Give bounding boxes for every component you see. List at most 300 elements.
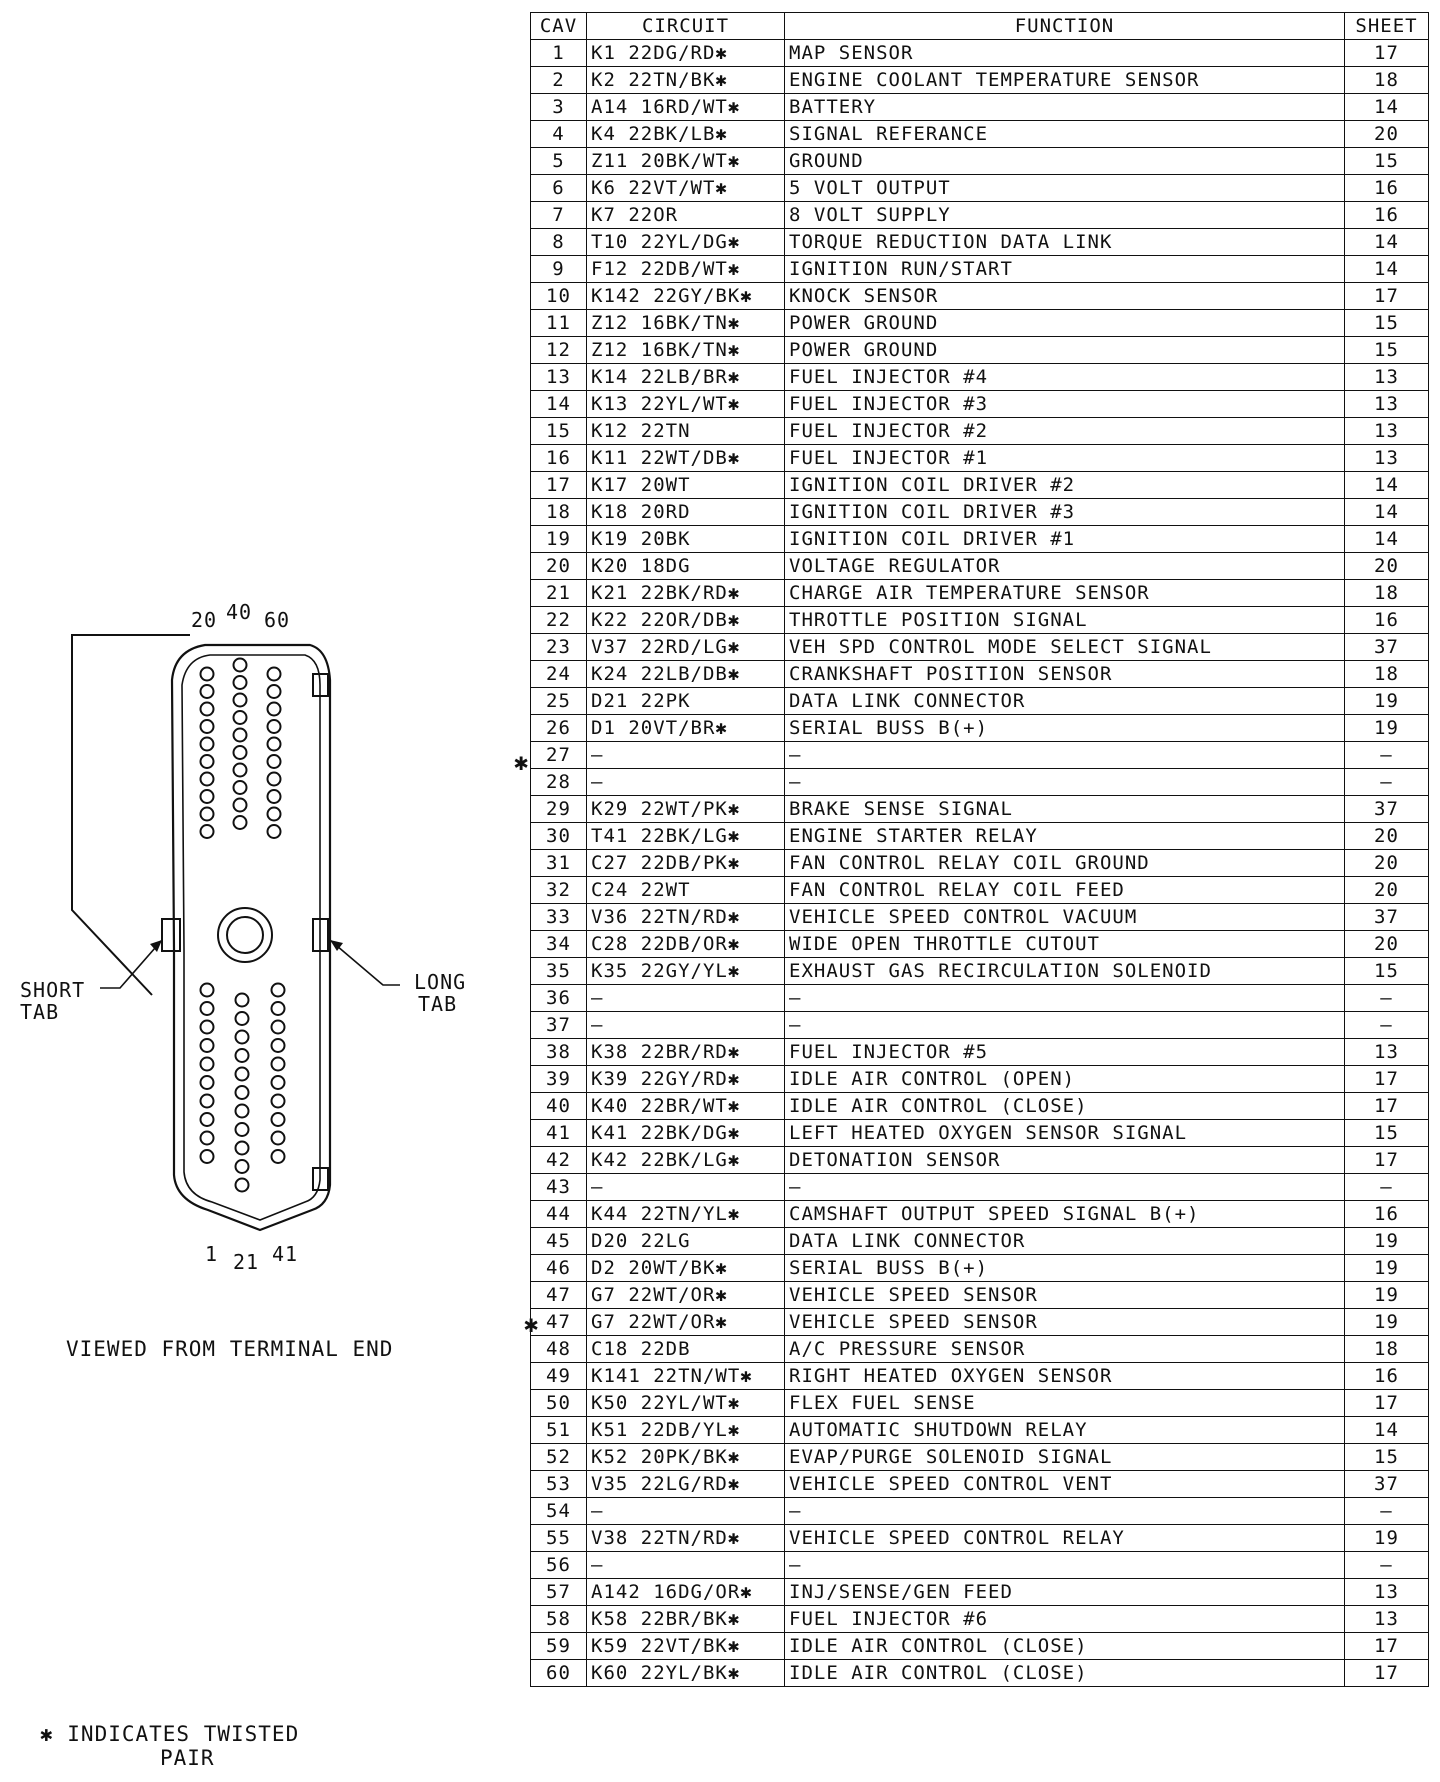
cell-cav: 58 — [531, 1606, 587, 1633]
cell-circuit: G7 22WT/OR✱ — [587, 1309, 785, 1336]
cell-function: IGNITION COIL DRIVER #3 — [785, 499, 1345, 526]
lower-right-pin — [272, 1021, 285, 1034]
cell-sheet: 17 — [1345, 1633, 1429, 1660]
cell-sheet: 14 — [1345, 526, 1429, 553]
cell-function: VEHICLE SPEED SENSOR — [785, 1282, 1345, 1309]
cell-sheet: 17 — [1345, 1093, 1429, 1120]
table-row — [531, 1309, 1429, 1336]
cell-sheet: 16 — [1345, 202, 1429, 229]
table-row — [531, 1471, 1429, 1498]
cell-function: FUEL INJECTOR #6 — [785, 1606, 1345, 1633]
table-row — [531, 1228, 1429, 1255]
cell-cav: 32 — [531, 877, 587, 904]
cell-circuit: G7 22WT/OR✱ — [587, 1282, 785, 1309]
cell-circuit: K41 22BK/DG✱ — [587, 1120, 785, 1147]
upper-left-pin — [201, 720, 214, 733]
cell-circuit: A14 16RD/WT✱ — [587, 94, 785, 121]
cell-cav: 35 — [531, 958, 587, 985]
cell-sheet: 17 — [1345, 1660, 1429, 1687]
cell-sheet: 16 — [1345, 175, 1429, 202]
lower-right-pin — [272, 1150, 285, 1163]
lower-right-pin — [272, 1132, 285, 1145]
table-row — [531, 121, 1429, 148]
cell-circuit: K44 22TN/YL✱ — [587, 1201, 785, 1228]
cell-cav: 13 — [531, 364, 587, 391]
cell-sheet: 15 — [1345, 1120, 1429, 1147]
cell-circuit: K51 22DB/YL✱ — [587, 1417, 785, 1444]
cell-circuit: K20 18DG — [587, 553, 785, 580]
table-row — [531, 1120, 1429, 1147]
cell-cav: 26 — [531, 715, 587, 742]
cell-cav: 19 — [531, 526, 587, 553]
cell-circuit: K14 22LB/BR✱ — [587, 364, 785, 391]
cell-circuit: K40 22BR/WT✱ — [587, 1093, 785, 1120]
table-row — [531, 877, 1429, 904]
cell-function: IGNITION COIL DRIVER #2 — [785, 472, 1345, 499]
cell-cav: 10 — [531, 283, 587, 310]
cell-sheet: 15 — [1345, 958, 1429, 985]
table-row — [531, 904, 1429, 931]
cell-cav: 47 — [531, 1309, 587, 1336]
upper-right-pin — [268, 720, 281, 733]
pin-label-40: 40 — [226, 600, 253, 624]
cell-function: THROTTLE POSITION SIGNAL — [785, 607, 1345, 634]
lower-right-pin — [272, 1039, 285, 1052]
cell-function: — — [785, 1012, 1345, 1039]
cell-circuit: C18 22DB — [587, 1336, 785, 1363]
lower-mid-pin — [236, 1179, 249, 1192]
table-row — [531, 742, 1429, 769]
table-row — [531, 94, 1429, 121]
cell-sheet: 19 — [1345, 688, 1429, 715]
upper-mid-pin — [234, 781, 247, 794]
cell-function: BATTERY — [785, 94, 1345, 121]
long-tab-label-line1: LONG — [414, 970, 467, 994]
cell-sheet: 20 — [1345, 553, 1429, 580]
table-row — [531, 985, 1429, 1012]
table-row — [531, 40, 1429, 67]
lower-mid-pin — [236, 1142, 249, 1155]
cell-sheet: 37 — [1345, 904, 1429, 931]
header-circuit: CIRCUIT — [587, 13, 785, 40]
cell-cav: 12 — [531, 337, 587, 364]
cell-circuit: — — [587, 1552, 785, 1579]
cell-sheet: 37 — [1345, 634, 1429, 661]
cell-function: DETONATION SENSOR — [785, 1147, 1345, 1174]
view-caption: VIEWED FROM TERMINAL END — [66, 1337, 394, 1361]
upper-left-pin — [201, 685, 214, 698]
cell-function: BRAKE SENSE SIGNAL — [785, 796, 1345, 823]
upper-mid-pin — [234, 764, 247, 777]
table-row — [531, 148, 1429, 175]
table-row — [531, 526, 1429, 553]
cell-sheet: 19 — [1345, 1282, 1429, 1309]
cell-cav: 47 — [531, 1282, 587, 1309]
cell-cav: 40 — [531, 1093, 587, 1120]
table-row — [531, 256, 1429, 283]
cell-circuit: K58 22BR/BK✱ — [587, 1606, 785, 1633]
cell-function: VEHICLE SPEED CONTROL VACUUM — [785, 904, 1345, 931]
cell-function: IDLE AIR CONTROL (CLOSE) — [785, 1093, 1345, 1120]
table-row — [531, 418, 1429, 445]
cell-sheet: 16 — [1345, 607, 1429, 634]
cell-circuit: K141 22TN/WT✱ — [587, 1363, 785, 1390]
cell-circuit: Z12 16BK/TN✱ — [587, 337, 785, 364]
cell-sheet: 13 — [1345, 364, 1429, 391]
table-row — [531, 553, 1429, 580]
cell-function: IGNITION COIL DRIVER #1 — [785, 526, 1345, 553]
cell-circuit: K17 20WT — [587, 472, 785, 499]
table-row — [531, 1066, 1429, 1093]
upper-left-pin — [201, 790, 214, 803]
cell-sheet: 13 — [1345, 418, 1429, 445]
cell-function: VOLTAGE REGULATOR — [785, 553, 1345, 580]
cell-sheet: 15 — [1345, 1444, 1429, 1471]
cell-circuit: Z12 16BK/TN✱ — [587, 310, 785, 337]
lower-right-pin — [272, 1002, 285, 1015]
table-row — [531, 715, 1429, 742]
cell-sheet: 14 — [1345, 229, 1429, 256]
table-row — [531, 1606, 1429, 1633]
table-row — [531, 823, 1429, 850]
pin-array — [201, 659, 285, 1192]
cell-function: FUEL INJECTOR #2 — [785, 418, 1345, 445]
table-row — [531, 1363, 1429, 1390]
table-row — [531, 580, 1429, 607]
cell-function: MAP SENSOR — [785, 40, 1345, 67]
cell-function: GROUND — [785, 148, 1345, 175]
cell-cav: 56 — [531, 1552, 587, 1579]
cell-cav: 27 — [531, 742, 587, 769]
cell-cav: 48 — [531, 1336, 587, 1363]
cell-circuit: K11 22WT/DB✱ — [587, 445, 785, 472]
cell-cav: 8 — [531, 229, 587, 256]
upper-mid-pin — [234, 816, 247, 829]
cell-sheet: 14 — [1345, 472, 1429, 499]
lower-mid-pin — [236, 994, 249, 1007]
cell-sheet: 14 — [1345, 94, 1429, 121]
cell-sheet: 16 — [1345, 1201, 1429, 1228]
cell-sheet: 17 — [1345, 1147, 1429, 1174]
cell-cav: 7 — [531, 202, 587, 229]
cell-circuit: D21 22PK — [587, 688, 785, 715]
footnote-line1: ✱ INDICATES TWISTED — [40, 1722, 300, 1746]
cell-cav: 60 — [531, 1660, 587, 1687]
cell-cav: 28 — [531, 769, 587, 796]
upper-right-pin — [268, 738, 281, 751]
upper-right-pin — [268, 685, 281, 698]
cell-circuit: K21 22BK/RD✱ — [587, 580, 785, 607]
cell-cav: 52 — [531, 1444, 587, 1471]
cell-cav: 51 — [531, 1417, 587, 1444]
cell-sheet: 14 — [1345, 1417, 1429, 1444]
table-row — [531, 1336, 1429, 1363]
pinout-table — [530, 12, 1429, 1687]
table-row — [531, 688, 1429, 715]
cell-sheet: — — [1345, 1012, 1429, 1039]
cell-cav: 21 — [531, 580, 587, 607]
table-row — [531, 1660, 1429, 1687]
cell-circuit: F12 22DB/WT✱ — [587, 256, 785, 283]
cell-sheet: 14 — [1345, 499, 1429, 526]
cell-sheet: 17 — [1345, 1066, 1429, 1093]
cell-cav: 14 — [531, 391, 587, 418]
cell-function: RIGHT HEATED OXYGEN SENSOR — [785, 1363, 1345, 1390]
cell-sheet: 18 — [1345, 1336, 1429, 1363]
cell-cav: 34 — [531, 931, 587, 958]
lower-mid-pin — [236, 1086, 249, 1099]
cell-sheet: 17 — [1345, 283, 1429, 310]
table-row — [531, 1039, 1429, 1066]
lower-left-pin — [201, 1058, 214, 1071]
lower-right-pin — [272, 984, 285, 997]
table-row — [531, 67, 1429, 94]
cell-circuit: K1 22DG/RD✱ — [587, 40, 785, 67]
cell-sheet: 13 — [1345, 1606, 1429, 1633]
cell-cav: 33 — [531, 904, 587, 931]
table-row — [531, 1201, 1429, 1228]
table-row — [531, 850, 1429, 877]
cell-circuit: — — [587, 985, 785, 1012]
cell-sheet: 15 — [1345, 310, 1429, 337]
lower-mid-pin — [236, 1012, 249, 1025]
upper-mid-pin — [234, 659, 247, 672]
cell-cav: 55 — [531, 1525, 587, 1552]
cell-circuit: K52 20PK/BK✱ — [587, 1444, 785, 1471]
cell-function: DATA LINK CONNECTOR — [785, 1228, 1345, 1255]
table-row — [531, 931, 1429, 958]
lower-mid-pin — [236, 1068, 249, 1081]
lower-right-pin — [272, 1076, 285, 1089]
cell-cav: 44 — [531, 1201, 587, 1228]
table-row — [531, 472, 1429, 499]
table-row — [531, 283, 1429, 310]
cell-cav: 23 — [531, 634, 587, 661]
cell-cav: 3 — [531, 94, 587, 121]
cell-function: IDLE AIR CONTROL (OPEN) — [785, 1066, 1345, 1093]
cell-cav: 20 — [531, 553, 587, 580]
lower-left-pin — [201, 1021, 214, 1034]
header-sheet: SHEET — [1345, 13, 1429, 40]
cell-circuit: K6 22VT/WT✱ — [587, 175, 785, 202]
cell-sheet: 18 — [1345, 661, 1429, 688]
upper-right-pin — [268, 825, 281, 838]
cell-function: EVAP/PURGE SOLENOID SIGNAL — [785, 1444, 1345, 1471]
cell-function: VEHICLE SPEED CONTROL RELAY — [785, 1525, 1345, 1552]
cell-cav: 42 — [531, 1147, 587, 1174]
upper-mid-pin — [234, 799, 247, 812]
cell-function: INJ/SENSE/GEN FEED — [785, 1579, 1345, 1606]
cell-function: CRANKSHAFT POSITION SENSOR — [785, 661, 1345, 688]
cell-function: TORQUE REDUCTION DATA LINK — [785, 229, 1345, 256]
cell-function: EXHAUST GAS RECIRCULATION SOLENOID — [785, 958, 1345, 985]
cell-sheet: 17 — [1345, 40, 1429, 67]
table-row — [531, 1012, 1429, 1039]
lower-right-pin — [272, 1058, 285, 1071]
cell-circuit: K60 22YL/BK✱ — [587, 1660, 785, 1687]
lower-left-pin — [201, 1113, 214, 1126]
cell-sheet: 19 — [1345, 1228, 1429, 1255]
lower-mid-pin — [236, 1160, 249, 1173]
table-row — [531, 337, 1429, 364]
upper-left-pin — [201, 773, 214, 786]
cell-cav: 25 — [531, 688, 587, 715]
lower-mid-pin — [236, 1049, 249, 1062]
cell-function: FLEX FUEL SENSE — [785, 1390, 1345, 1417]
cell-circuit: V37 22RD/LG✱ — [587, 634, 785, 661]
cell-circuit: K39 22GY/RD✱ — [587, 1066, 785, 1093]
upper-right-pin — [268, 703, 281, 716]
cell-circuit: — — [587, 1012, 785, 1039]
cell-cav: 36 — [531, 985, 587, 1012]
cell-sheet: 15 — [1345, 337, 1429, 364]
cell-sheet: — — [1345, 742, 1429, 769]
cell-cav: 53 — [531, 1471, 587, 1498]
cell-function: DATA LINK CONNECTOR — [785, 688, 1345, 715]
cell-circuit: A142 16DG/OR✱ — [587, 1579, 785, 1606]
cell-circuit: K18 20RD — [587, 499, 785, 526]
table-row — [531, 499, 1429, 526]
cell-sheet: 19 — [1345, 1525, 1429, 1552]
cell-function: FUEL INJECTOR #5 — [785, 1039, 1345, 1066]
cell-cav: 2 — [531, 67, 587, 94]
table-row — [531, 607, 1429, 634]
cell-cav: 16 — [531, 445, 587, 472]
connector-diagram — [0, 590, 500, 1310]
table-row — [531, 1498, 1429, 1525]
table-row — [531, 310, 1429, 337]
cell-function: ENGINE STARTER RELAY — [785, 823, 1345, 850]
upper-left-pin — [201, 755, 214, 768]
cell-sheet: 37 — [1345, 1471, 1429, 1498]
cell-cav: 37 — [531, 1012, 587, 1039]
table-row — [531, 1282, 1429, 1309]
cell-function: — — [785, 1552, 1345, 1579]
cell-function: VEHICLE SPEED CONTROL VENT — [785, 1471, 1345, 1498]
cell-function: — — [785, 769, 1345, 796]
pin-label-20: 20 — [191, 608, 218, 632]
cell-function: POWER GROUND — [785, 310, 1345, 337]
cell-cav: 39 — [531, 1066, 587, 1093]
cell-circuit: — — [587, 1174, 785, 1201]
cell-circuit: K59 22VT/BK✱ — [587, 1633, 785, 1660]
upper-right-pin — [268, 808, 281, 821]
cell-function: POWER GROUND — [785, 337, 1345, 364]
cell-circuit: K24 22LB/DB✱ — [587, 661, 785, 688]
cell-circuit: K22 22OR/DB✱ — [587, 607, 785, 634]
cell-cav: 59 — [531, 1633, 587, 1660]
cell-sheet: — — [1345, 769, 1429, 796]
pin-label-60: 60 — [264, 608, 291, 632]
cell-circuit: C27 22DB/PK✱ — [587, 850, 785, 877]
table-body — [531, 40, 1429, 1687]
cell-circuit: — — [587, 769, 785, 796]
cell-cav: 6 — [531, 175, 587, 202]
lower-right-pin — [272, 1113, 285, 1126]
cell-circuit: — — [587, 1498, 785, 1525]
cell-sheet: 13 — [1345, 445, 1429, 472]
cell-cav: 54 — [531, 1498, 587, 1525]
upper-right-pin — [268, 773, 281, 786]
pin-label-21: 21 — [233, 1250, 260, 1274]
cell-function: VEHICLE SPEED SENSOR — [785, 1309, 1345, 1336]
cell-function: FUEL INJECTOR #1 — [785, 445, 1345, 472]
cell-function: FAN CONTROL RELAY COIL GROUND — [785, 850, 1345, 877]
table-row — [531, 661, 1429, 688]
header-cav: CAV — [531, 13, 587, 40]
cell-function: WIDE OPEN THROTTLE CUTOUT — [785, 931, 1345, 958]
cell-cav: 15 — [531, 418, 587, 445]
lower-left-pin — [201, 1132, 214, 1145]
table-row — [531, 364, 1429, 391]
table-row — [531, 1552, 1429, 1579]
cell-circuit: D2 20WT/BK✱ — [587, 1255, 785, 1282]
table-row — [531, 769, 1429, 796]
cell-cav: 43 — [531, 1174, 587, 1201]
upper-left-pin — [201, 703, 214, 716]
cell-function: IDLE AIR CONTROL (CLOSE) — [785, 1660, 1345, 1687]
short-tab-label-line2: TAB — [20, 1000, 60, 1024]
table-header-row — [531, 13, 1429, 40]
cell-cav: 38 — [531, 1039, 587, 1066]
cell-sheet: 18 — [1345, 580, 1429, 607]
cell-cav: 1 — [531, 40, 587, 67]
cell-function: FUEL INJECTOR #4 — [785, 364, 1345, 391]
cell-sheet: 20 — [1345, 823, 1429, 850]
cell-function: — — [785, 1498, 1345, 1525]
upper-mid-pin — [234, 746, 247, 759]
cell-function: 5 VOLT OUTPUT — [785, 175, 1345, 202]
cell-sheet: 16 — [1345, 1363, 1429, 1390]
cell-cav: 17 — [531, 472, 587, 499]
cell-function: — — [785, 985, 1345, 1012]
cell-circuit: K13 22YL/WT✱ — [587, 391, 785, 418]
cell-sheet: 14 — [1345, 256, 1429, 283]
cell-sheet: 13 — [1345, 1579, 1429, 1606]
cell-cav: 49 — [531, 1363, 587, 1390]
table-row — [531, 175, 1429, 202]
table-row — [531, 1633, 1429, 1660]
lower-left-pin — [201, 984, 214, 997]
twisted-marker-46: ✱ — [524, 1310, 539, 1338]
short-tab-label-line1: SHORT — [20, 978, 86, 1002]
cell-circuit: T41 22BK/LG✱ — [587, 823, 785, 850]
table-row — [531, 1174, 1429, 1201]
cell-circuit: K7 22OR — [587, 202, 785, 229]
cell-cav: 24 — [531, 661, 587, 688]
cell-function: CHARGE AIR TEMPERATURE SENSOR — [785, 580, 1345, 607]
upper-left-pin — [201, 738, 214, 751]
upper-right-pin — [268, 668, 281, 681]
cell-function: ENGINE COOLANT TEMPERATURE SENSOR — [785, 67, 1345, 94]
cell-cav: 41 — [531, 1120, 587, 1147]
upper-mid-pin — [234, 711, 247, 724]
cell-sheet: 15 — [1345, 148, 1429, 175]
cell-circuit: K12 22TN — [587, 418, 785, 445]
table-row — [531, 1579, 1429, 1606]
cell-circuit: V35 22LG/RD✱ — [587, 1471, 785, 1498]
table-row — [531, 1255, 1429, 1282]
cell-function: SIGNAL REFERANCE — [785, 121, 1345, 148]
cell-sheet: 13 — [1345, 391, 1429, 418]
cell-circuit: C28 22DB/OR✱ — [587, 931, 785, 958]
table-row — [531, 1444, 1429, 1471]
cell-circuit: K35 22GY/YL✱ — [587, 958, 785, 985]
cell-function: SERIAL BUSS B(+) — [785, 715, 1345, 742]
cell-function: SERIAL BUSS B(+) — [785, 1255, 1345, 1282]
lower-left-pin — [201, 1150, 214, 1163]
cell-sheet: — — [1345, 1174, 1429, 1201]
